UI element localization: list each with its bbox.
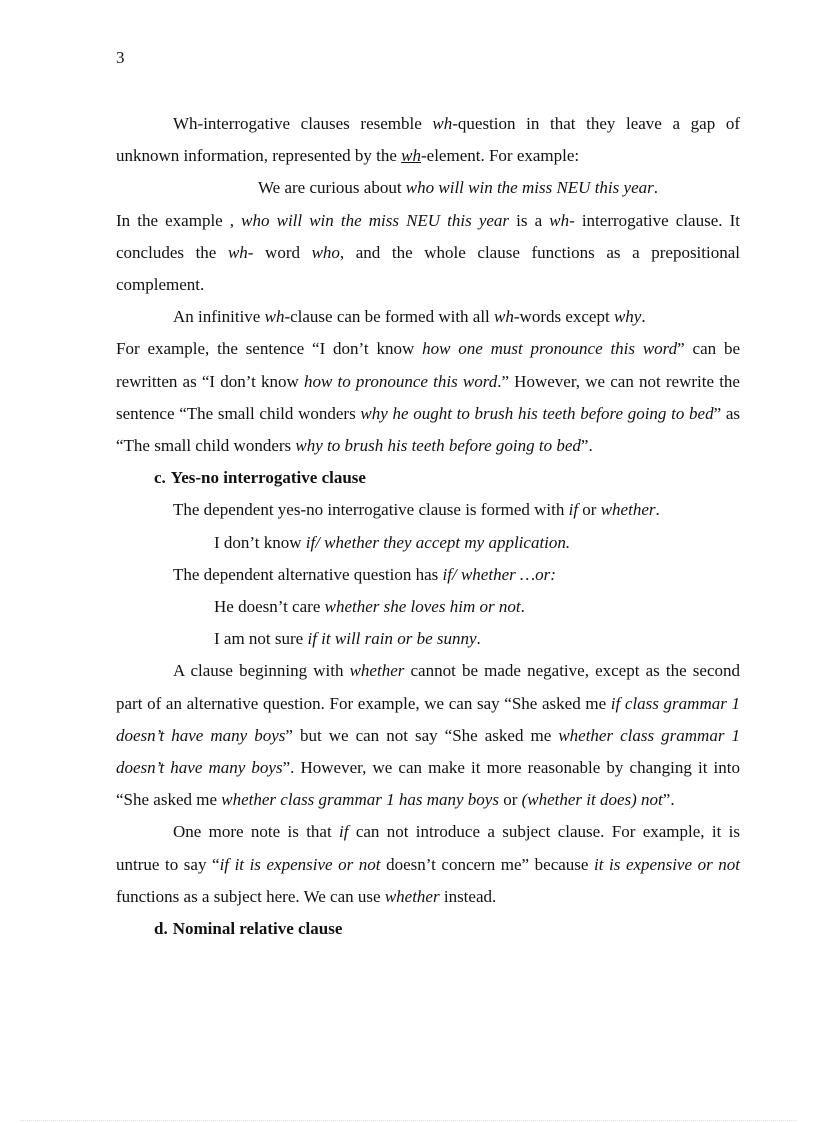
example-sentence: I am not sure if it will rain or be sunny.	[214, 629, 481, 649]
paragraph-whether-negative: A clause beginning with whether cannot be made negative, except as the second part of an alternative question. For example, we can say “She asked me if class grammar 1 doesn’t have many boys” but we can not say “She asked me whether class grammar 1 doesn’t have many boys”. However, we can make it more reasonable by changing it into “She asked me whether class grammar 1 has many boys or (whether it does) not”.	[116, 661, 740, 810]
page-bottom-rule	[20, 1120, 796, 1121]
paragraph-infinitive-example: For example, the sentence “I don’t know how one must pronounce this word” can be rewritten as “I don’t know how to pronounce this word.” However, we can not rewrite the sentence “The small child wonders why he ought to brush his teeth before going to bed” as “The small child wonders why to brush his teeth before going to bed”.	[116, 339, 741, 456]
paragraph-wh-interrogative: Wh-interrogative clauses resemble wh-question in that they leave a gap of unknown information, represented by the wh-element. For example:	[116, 114, 740, 166]
paragraph-alternative-question: The dependent alternative question has if/ whether …or:	[173, 564, 556, 584]
example-sentence: I don’t know if/ whether they accept my application.	[214, 532, 571, 552]
paragraph-example-explanation: In the example , who will win the miss NEU this year is a wh- interrogative clause. It concludes the wh- word who, and the whole clause functions as a prepositional complement.	[116, 210, 740, 295]
page-number: 3	[116, 48, 125, 67]
section-heading-nominal-relative: d. Nominal relative clause	[154, 919, 343, 939]
example-sentence: He doesn’t care whether she loves him or not.	[214, 597, 525, 617]
document-body	[116, 108, 740, 945]
example-sentence: We are curious about who will win the miss NEU this year.	[258, 178, 658, 198]
paragraph-if-subject-clause: One more note is that if can not introduce a subject clause. For example, it is untrue to say “if it is expensive or not doesn’t concern me” because it is expensive or not functions as a subject here. We can use whether instead.	[116, 822, 740, 906]
paragraph-yes-no-formation: The dependent yes-no interrogative clause is formed with if or whether.	[173, 500, 660, 520]
paragraph-infinitive-wh-clause: An infinitive wh-clause can be formed with all wh-words except why.	[173, 307, 646, 327]
section-heading-yes-no: c. Yes-no interrogative clause	[154, 468, 366, 488]
